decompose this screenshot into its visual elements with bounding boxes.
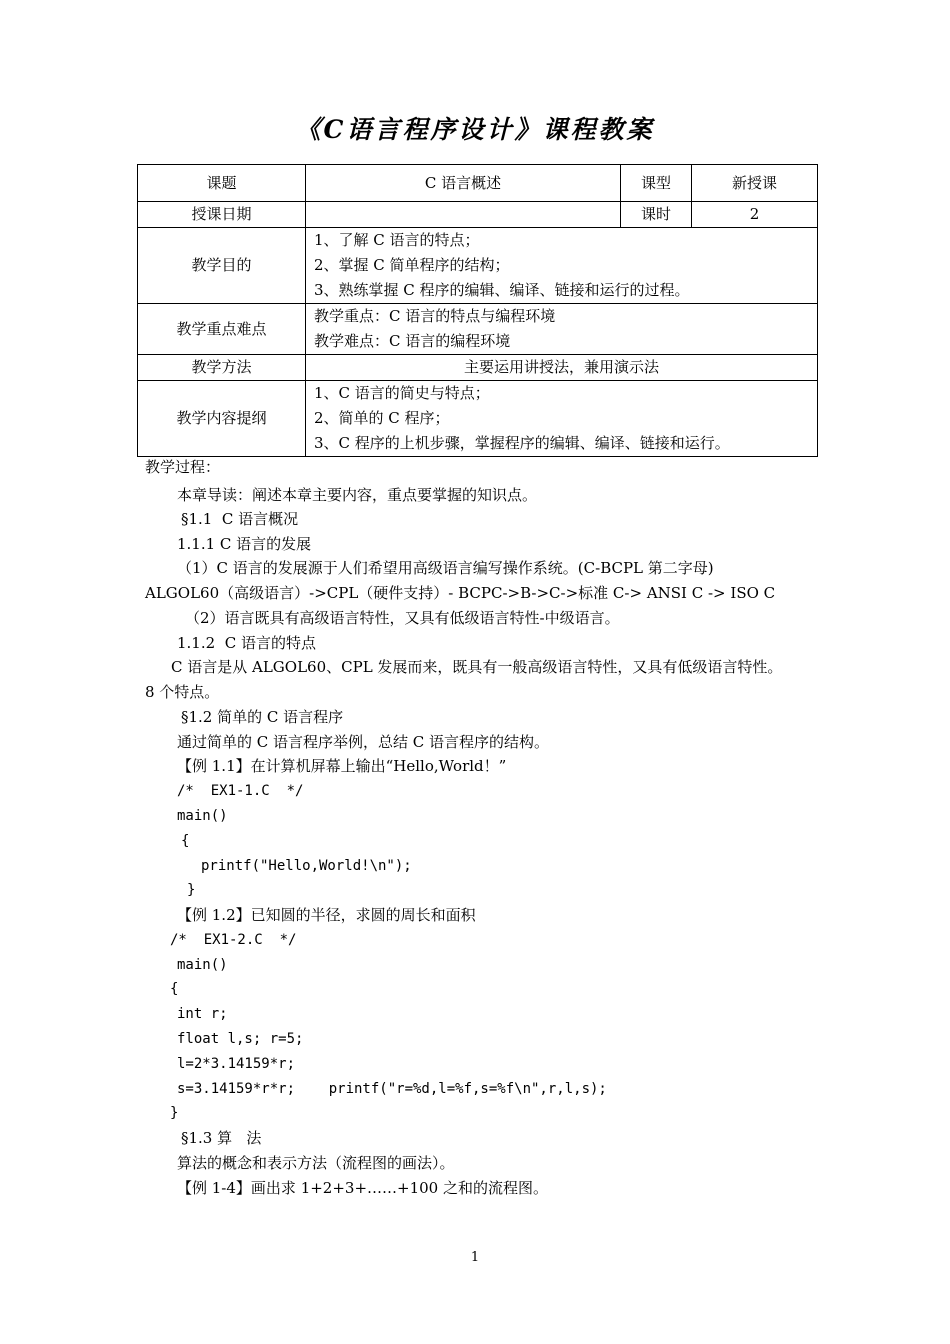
list-item: 2、掌握 C 简单程序的结构； (314, 256, 510, 274)
paragraph: 8 个特点。 (145, 683, 220, 701)
list-item: 2、简单的 C 程序； (314, 409, 450, 427)
list-item: 1、了解 C 语言的特点； (314, 231, 480, 249)
paragraph: （2）语言既具有高级语言特性，又具有低级语言特性-中级语言。 (185, 609, 620, 627)
objectives-content (306, 228, 818, 304)
section-heading: §1.1 C 语言概况 (181, 510, 299, 528)
table-row (138, 355, 818, 381)
code-line: int r; (177, 1006, 228, 1022)
outline-label: 教学内容提纲 (138, 381, 306, 457)
code-line: s=3.14159*r*r; printf("r=%d,l=%f,s=%f\n",r,l,s); (177, 1081, 607, 1097)
paragraph: 通过简单的 C 语言程序举例，总结 C 语言程序的结构。 (177, 733, 550, 751)
objectives-label: 教学目的 (138, 228, 306, 304)
hours-value: 2 (692, 202, 818, 228)
paragraph: ALGOL60（高级语言）->CPL（硬件支持）- BCPC->B->C->标准 C-> ANSI C -> ISO C (145, 584, 776, 602)
code-line: printf("Hello,World!\n"); (201, 858, 412, 874)
hours-label: 课时 (621, 202, 692, 228)
code-line: float l,s; r=5; (177, 1031, 304, 1047)
lesson-type-label: 课型 (621, 165, 692, 202)
code-line: { (170, 981, 179, 997)
method-label: 教学方法 (138, 355, 306, 381)
code-line: /* EX1-2.C */ (170, 932, 297, 948)
method-value: 主要运用讲授法，兼用演示法 (306, 355, 818, 381)
topic-value: C 语言概述 (306, 165, 621, 202)
lesson-type-value: 新授课 (692, 165, 818, 202)
example-title: 【例 1.1】在计算机屏幕上输出“Hello,World！” (177, 757, 507, 775)
code-line: /* EX1-1.C */ (177, 783, 304, 799)
chapter-intro: 本章导读：阐述本章主要内容，重点要掌握的知识点。 (177, 486, 538, 504)
list-item: 教学难点：C 语言的编程环境 (314, 332, 511, 350)
outline-content (306, 381, 818, 457)
table-row (138, 202, 818, 228)
paragraph: （1）C 语言的发展源于人们希望用高级语言编写操作系统。(C-BCPL 第二字母) (177, 559, 714, 577)
code-line: { (181, 833, 190, 849)
page-number: 1 (470, 1250, 480, 1265)
code-line: } (170, 1105, 179, 1121)
paragraph: C 语言是从 ALGOL60、CPL 发展而来，既具有一般高级语言特性，又具有低级语言特性。 (171, 658, 783, 676)
example-title: 【例 1-4】画出求 1+2+3+……+100 之和的流程图。 (177, 1179, 548, 1197)
example-title: 【例 1.2】已知圆的半径，求圆的周长和面积 (177, 906, 476, 924)
list-item: 教学重点：C 语言的特点与编程环境 (314, 307, 556, 325)
list-item: 3、熟练掌握 C 程序的编辑、编译、链接和运行的过程。 (314, 281, 690, 299)
table-row (138, 304, 818, 355)
paragraph: 算法的概念和表示方法（流程图的画法）。 (177, 1154, 455, 1172)
table-row (138, 228, 818, 304)
subsection-heading: 1.1.1 C 语言的发展 (177, 535, 312, 553)
code-line: main() (177, 957, 228, 973)
lesson-plan-table (137, 164, 818, 457)
code-line: main() (177, 808, 228, 824)
process-heading: 教学过程： (145, 458, 221, 476)
section-heading: §1.3 算 法 (181, 1129, 262, 1147)
date-value (306, 202, 621, 228)
code-line: } (187, 882, 196, 898)
list-item: 1、C 语言的简史与特点； (314, 384, 490, 402)
code-line: l=2*3.14159*r; (177, 1056, 296, 1072)
subsection-heading: 1.1.2 C 语言的特点 (177, 634, 316, 652)
table-row (138, 381, 818, 457)
table-row (138, 165, 818, 202)
section-heading: §1.2 简单的 C 语言程序 (181, 708, 344, 726)
list-item: 3、C 程序的上机步骤，掌握程序的编辑、编译、链接和运行。 (314, 434, 730, 452)
document-title: 《C语言程序设计》课程教案 (295, 115, 655, 144)
topic-label: 课题 (138, 165, 306, 202)
keypoints-label: 教学重点难点 (138, 304, 306, 355)
date-label: 授课日期 (138, 202, 306, 228)
keypoints-content (306, 304, 818, 355)
